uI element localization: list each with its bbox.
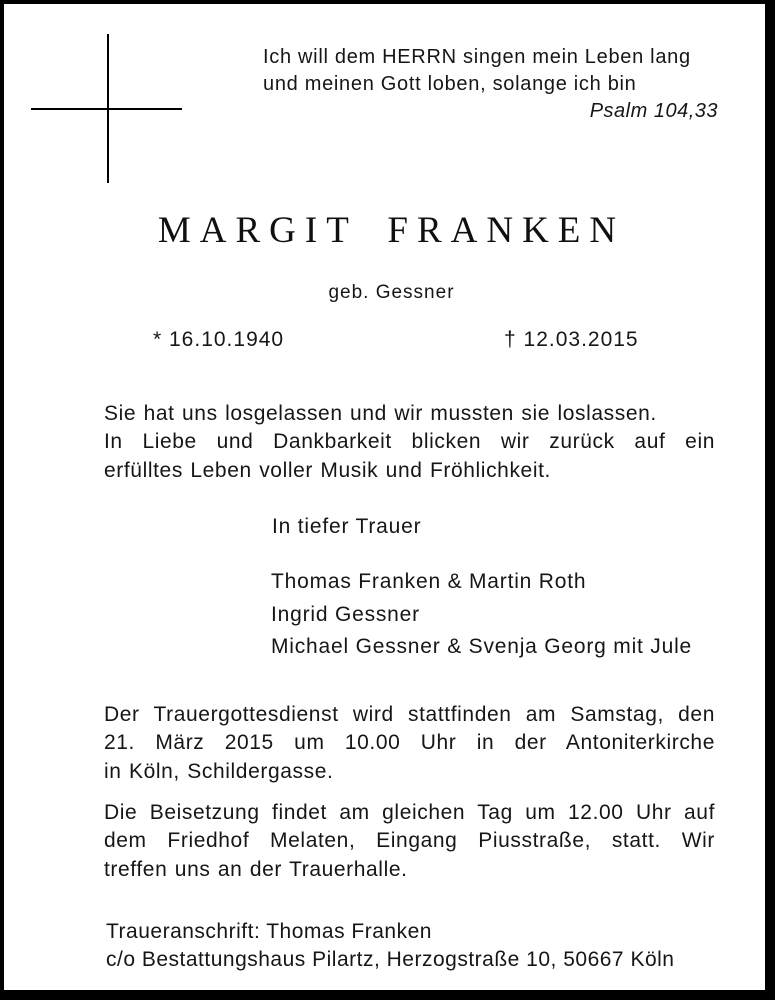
address-line-1: Traueranschrift: Thomas Franken [106,920,432,943]
burial-paragraph [104,799,715,884]
quote-source: Psalm 104,33 [589,100,718,122]
burial-line: dem Friedhof Melaten, Eingang Piusstraße, statt. Wir [104,829,715,853]
intro-paragraph [104,400,715,485]
service-line: in Köln, Schildergasse. [104,759,334,783]
scripture-quote [263,44,718,125]
address-line-2: c/o Bestattungshaus Pilartz, Herzogstraße 10, 50667 Köln [106,948,675,971]
burial-line: Die Beisetzung findet am gleichen Tag um 12.00 Uhr auf [104,801,715,824]
condolence-address [106,918,674,974]
service-line: 21. März 2015 um 10.00 Uhr in der Antoniterkirche [104,731,715,755]
mourner-name: Thomas Franken & Martin Roth [271,570,587,593]
birth-date: * 16.10.1940 [153,328,285,351]
cross-icon [31,108,182,110]
intro-line: Sie hat uns losgelassen und wir mussten sie loslassen. [104,402,657,425]
intro-line: In Liebe und Dankbarkeit blicken wir zurück auf ein [104,430,715,454]
life-dates [4,326,765,354]
mourning-label: In tiefer Trauer [272,515,422,538]
intro-line: erfülltes Leben voller Musik und Fröhlichkeit. [104,458,551,482]
maiden-name: geb. Gessner [328,282,455,303]
service-paragraph [104,701,715,786]
quote-line-2: und meinen Gott loben, solange ich bin [263,73,637,95]
mourner-name: Ingrid Gessner [271,602,420,626]
deceased-name: MARGIT FRANKEN [157,210,626,251]
mourners-list [271,566,692,664]
death-date: † 12.03.2015 [504,328,639,351]
service-line: Der Trauergottesdienst wird stattfinden am Samstag, den [104,703,715,726]
mourner-name: Michael Gessner & Svenja Georg mit Jule [271,635,693,658]
burial-line: treffen uns an der Trauerhalle. [104,857,408,881]
quote-line-1: Ich will dem HERRN singen mein Leben lang [263,46,691,68]
